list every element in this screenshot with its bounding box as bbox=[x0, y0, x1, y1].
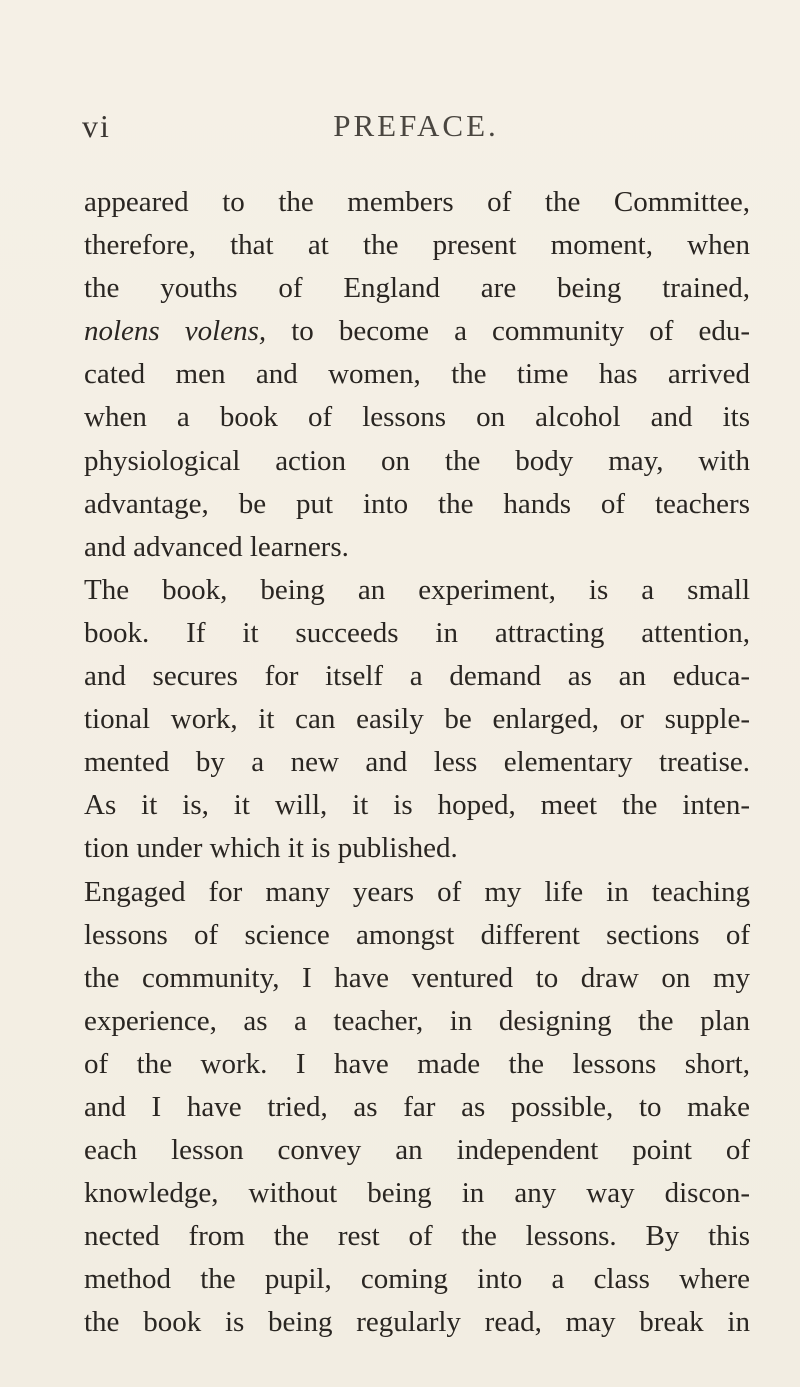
text-line: when a book of lessons on alcohol and its bbox=[84, 401, 750, 434]
text-line: the community, I have ventured to draw on my bbox=[84, 961, 750, 994]
text-line: tional work, it can easily be enlarged, or supple- bbox=[84, 703, 750, 736]
text-line: appeared to the members of the Committee, bbox=[84, 186, 750, 218]
text-line: experience, as a teacher, in designing the plan bbox=[84, 1004, 750, 1037]
text-line: cated men and women, the time has arrived bbox=[84, 358, 750, 391]
text-line: and I have tried, as far as possible, to make bbox=[84, 1090, 750, 1123]
running-title: PREFACE. bbox=[333, 108, 499, 143]
paragraph-start-line: The book, being an experiment, is a small bbox=[84, 573, 750, 606]
text-line: knowledge, without being in any way discon- bbox=[84, 1177, 750, 1210]
text-line-with-italic bbox=[84, 310, 750, 353]
text-line: tion under which it is published. bbox=[84, 832, 458, 865]
text-line-rest: to become a community of edu- bbox=[266, 315, 750, 348]
running-head bbox=[82, 108, 750, 158]
text-line: the youths of England are being trained, bbox=[84, 272, 750, 305]
text-line: mented by a new and less elementary treatise. bbox=[84, 746, 750, 779]
text-line: physiological action on the body may, with bbox=[84, 444, 750, 477]
text-line: As it is, it will, it is hoped, meet the inten- bbox=[84, 789, 750, 822]
italic-phrase: nolens volens, bbox=[84, 315, 267, 348]
text-line: the book is being regularly read, may break in bbox=[84, 1306, 750, 1339]
text-line: nected from the rest of the lessons. By this bbox=[84, 1220, 750, 1253]
text-line: therefore, that at the present moment, when bbox=[84, 229, 750, 262]
text-line: method the pupil, coming into a class where bbox=[84, 1263, 750, 1296]
text-line: of the work. I have made the lessons short, bbox=[84, 1047, 750, 1080]
text-line: and advanced learners. bbox=[84, 530, 349, 563]
text-line: advantage, be put into the hands of teachers bbox=[84, 487, 750, 520]
page-number: vi bbox=[82, 108, 111, 144]
text-line: each lesson convey an independent point of bbox=[84, 1134, 750, 1167]
paragraph-start-line: Engaged for many years of my life in teaching bbox=[84, 875, 750, 908]
body-text bbox=[84, 181, 750, 1345]
text-line: book. If it succeeds in attracting attention, bbox=[84, 616, 750, 649]
text-line: lessons of science amongst different sections of bbox=[84, 918, 750, 951]
text-line: and secures for itself a demand as an educa- bbox=[84, 660, 750, 693]
